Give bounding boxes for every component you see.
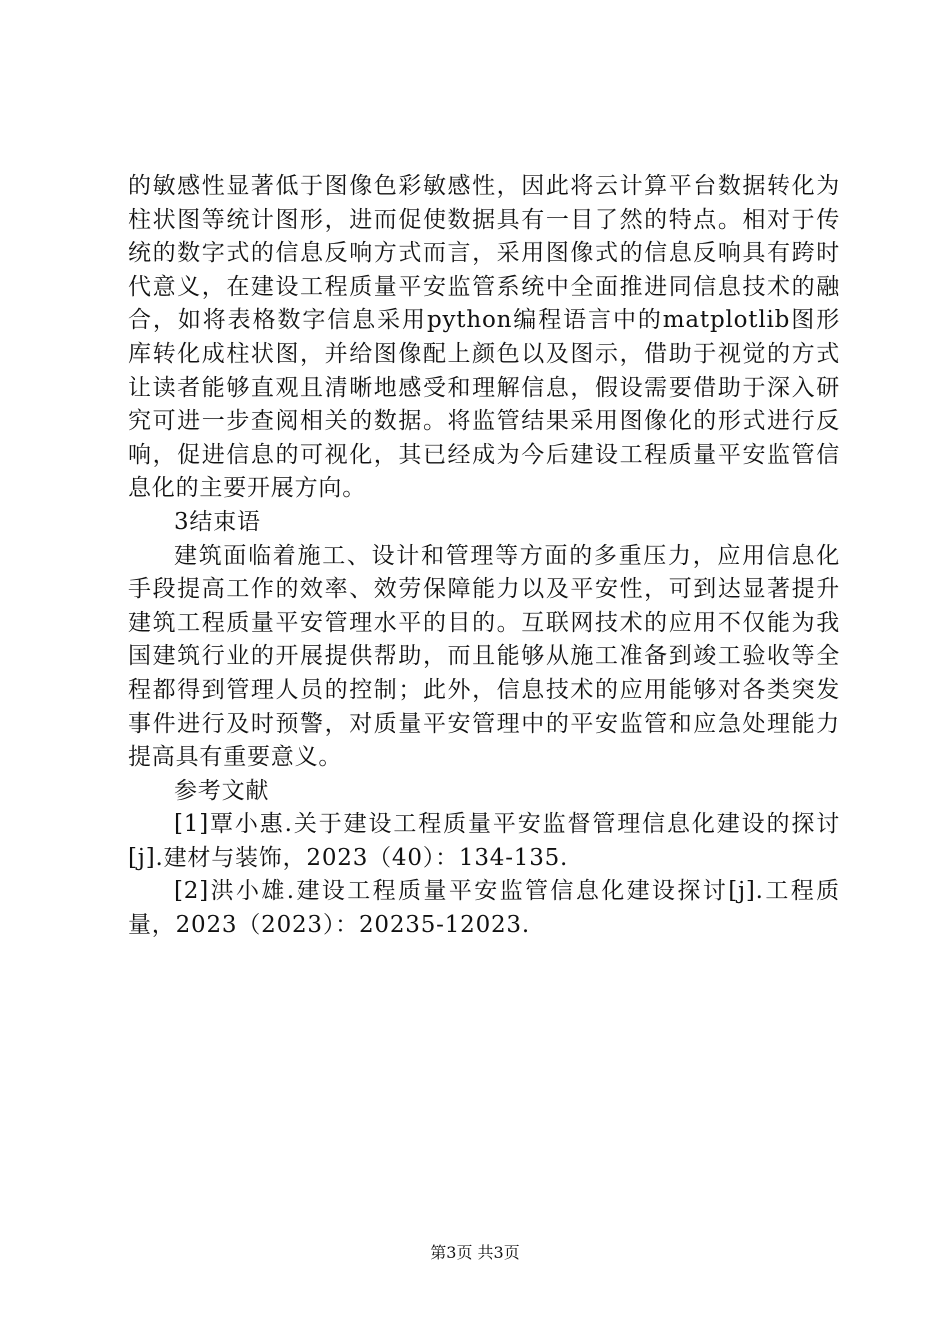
body-paragraph-continued: 的敏感性显著低于图像色彩敏感性，因此将云计算平台数据转化为柱状图等统计图形，进而促使数据具有一目了然的特点。相对于传统的数字式的信息反响方式而言，采用图像式的信息反响具有跨时代意义，在建设工程质量平安监管系统中全面推进同信息技术的融合，如将表格数字信息采用python编程语言中的matplotlib图形库转化成柱状图，并给图像配上颜色以及图示，借助于视觉的方式让读者能够直观且清晰地感受和理解信息，假设需要借助于深入研究可进一步查阅相关的数据。将监管结果采用图像化的形式进行反响，促进信息的可视化，其已经成为今后建设工程质量平安监管信息化的主要开展方向。 <box>128 173 840 502</box>
references-heading: 参考文献 <box>174 777 270 804</box>
page-footer <box>0 1243 950 1263</box>
page-number-label: 第3页 共3页 <box>430 1243 520 1262</box>
document-body <box>128 170 840 943</box>
section-heading-conclusion: 3结束语 <box>174 508 261 535</box>
body-paragraph-conclusion: 建筑面临着施工、设计和管理等方面的多重压力，应用信息化手段提高工作的效率、效劳保障能力以及平安性，可到达显著提升建筑工程质量平安管理水平的目的。互联网技术的应用不仅能为我国建筑行业的开展提供帮助，而且能够从施工准备到竣工验收等全程都得到管理人员的控制；此外，信息技术的应用能够对各类突发事件进行及时预警，对质量平安管理中的平安监管和应急处理能力提高具有重要意义。 <box>128 542 840 771</box>
reference-item-1: [1]覃小惠.关于建设工程质量平安监督管理信息化建设的探讨[j].建材与装饰，2023（40）：134-135. <box>128 811 840 871</box>
reference-item-2: [2]洪小雄.建设工程质量平安监管信息化建设探讨[j].工程质量，2023（2023）：20235-12023. <box>128 878 840 939</box>
